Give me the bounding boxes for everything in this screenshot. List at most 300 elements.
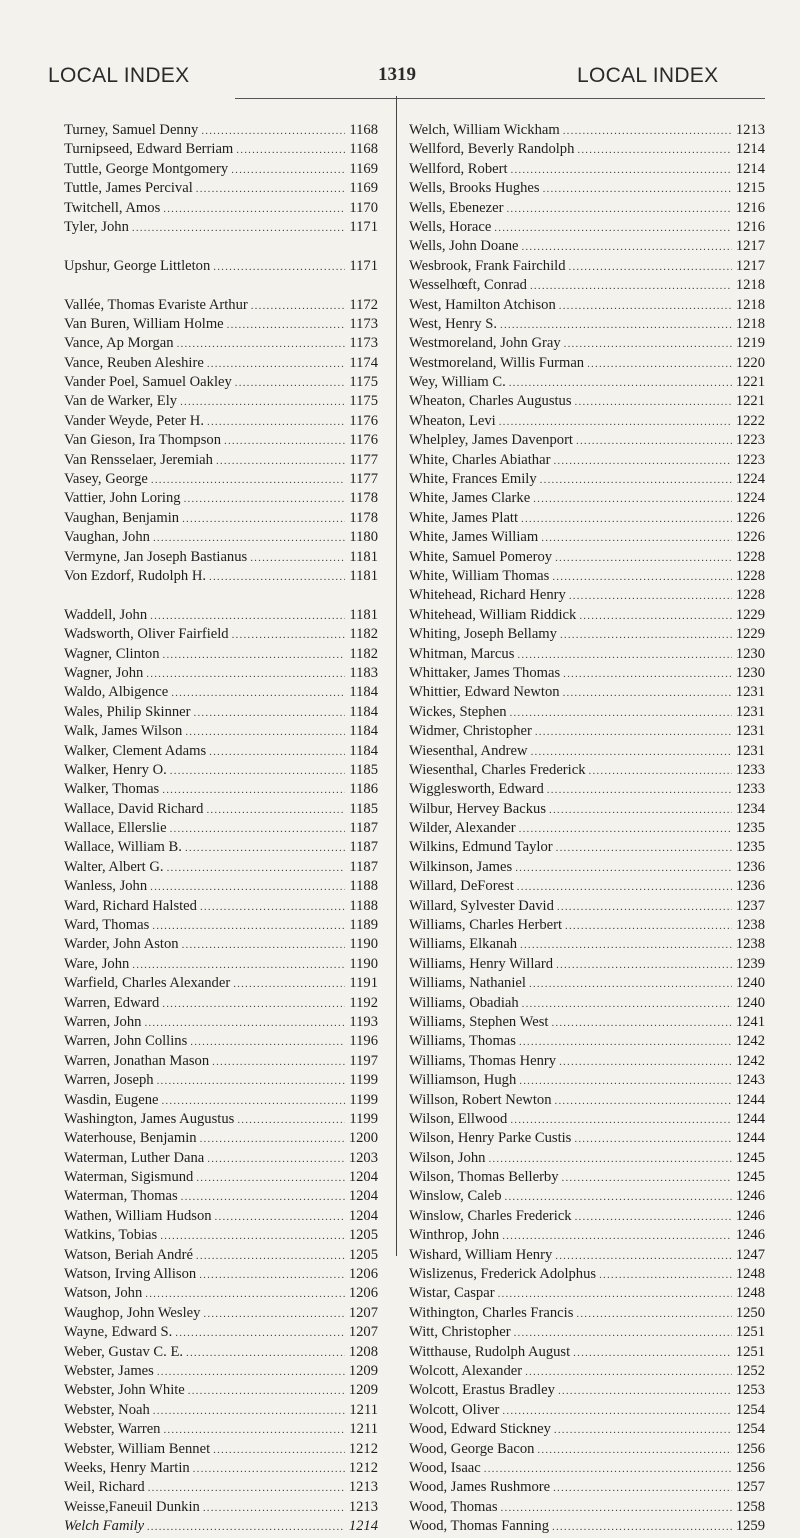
entry-page-number: 1247 [735,1246,765,1263]
entry-name: Wilson, Ellwood [409,1110,508,1127]
dot-leader [181,1188,345,1207]
entry-name: Whitehead, Richard Henry [409,587,566,604]
index-entry [409,1440,765,1459]
entry-name: Wallace, Ellerslie [64,820,167,837]
index-entry [64,1187,378,1206]
dot-leader [547,781,732,800]
entry-page-number: 1239 [735,955,765,972]
entry-page-number: 1244 [735,1130,765,1147]
index-entry [64,897,378,916]
index-entry [64,858,378,877]
index-entry [409,412,765,431]
entry-page-number: 1185 [349,761,378,778]
dot-leader [203,1499,345,1518]
index-entry [409,664,765,683]
entry-page-number: 1177 [349,471,378,488]
index-entry [64,1362,378,1381]
index-entry [64,373,378,392]
entry-name: Williams, Charles Herbert [409,917,563,934]
entry-page-number: 1193 [349,1013,378,1030]
index-entry [64,935,378,954]
entry-page-number: 1245 [735,1169,765,1186]
index-entry [409,800,765,819]
entry-name: Wheaton, Levi [409,412,496,429]
dot-leader [237,1111,345,1130]
entry-name: Whiting, Joseph Bellamy [409,626,557,643]
entry-name: Wey, William C. [409,374,506,391]
entry-name: Vallée, Thomas Evariste Arthur [64,296,248,313]
entry-page-number: 1228 [735,567,765,584]
dot-leader [163,1421,345,1440]
entry-page-number: 1183 [349,664,378,681]
index-entry [64,354,378,373]
entry-name: Ware, John [64,955,130,972]
entry-page-number: 1204 [348,1188,378,1205]
dot-leader [185,839,345,858]
entry-page-number: 1250 [735,1304,765,1321]
entry-name: Wallace, David Richard [64,800,204,817]
index-entry [409,1323,765,1342]
index-entry [64,1091,378,1110]
entry-page-number: 1216 [735,218,765,235]
entry-name: White, James William [409,529,539,546]
entry-name: Witt, Christopher [409,1324,511,1341]
dot-leader [144,1014,345,1033]
entry-name: Wood, Isaac [409,1459,481,1476]
entry-name: Wood, Thomas Fanning [409,1518,550,1535]
dot-leader [576,432,732,451]
dot-leader [207,413,345,432]
entry-name: White, Samuel Pomeroy [409,548,553,565]
entry-page-number: 1208 [348,1343,378,1360]
dot-leader [182,510,345,529]
entry-name: Wagner, Clinton [64,645,160,662]
entry-name: Warren, Jonathan Mason [64,1052,210,1069]
entry-name: Wolcott, Erastus Bradley [409,1382,555,1399]
index-entry [64,1149,378,1168]
entry-name: Wayne, Edward S. [64,1324,173,1341]
entry-name: Williams, Obadiah [409,994,519,1011]
entry-page-number: 1222 [735,412,765,429]
entry-name: White, William Thomas [409,567,550,584]
index-entry [64,761,378,780]
entry-name: Tuttle, James Percival [64,180,193,197]
dot-leader [519,1072,732,1091]
entry-page-number: 1242 [735,1033,765,1050]
index-entry [64,1343,378,1362]
index-entry [64,1401,378,1420]
entry-name: Tuttle, George Montgomery [64,160,229,177]
entry-page-number: 1228 [735,587,765,604]
entry-name: Wiesenthal, Charles Frederick [409,761,586,778]
index-entry [409,528,765,547]
dot-leader [577,141,732,160]
dot-leader [235,374,345,393]
entry-name: Wales, Philip Skinner [64,703,191,720]
dot-leader [213,1441,345,1460]
entry-page-number: 1212 [348,1440,378,1457]
entry-page-number: 1235 [735,820,765,837]
entry-page-number: 1223 [735,432,765,449]
entry-name: Webster, William Bennet [64,1440,211,1457]
dot-leader [514,1324,732,1343]
entry-name: Welch, William Wickham [409,122,560,138]
entry-name: Whitehead, William Riddick [409,606,577,623]
dot-leader [509,374,732,393]
entry-page-number: 1246 [735,1188,765,1205]
index-entry [409,625,765,644]
entry-page-number: 1188 [349,897,378,914]
entry-name: Wilkins, Edmund Taylor [409,839,553,856]
index-entry [64,1129,378,1148]
entry-name: White, James Clarke [409,490,531,507]
dot-leader [553,452,732,471]
entry-name: Washington, James Augustus [64,1110,235,1127]
entry-name: Walker, Thomas [64,781,160,798]
section-gap [64,237,378,256]
index-entry [64,1381,378,1400]
entry-name: Wishard, William Henry [409,1246,553,1263]
entry-name: Wesselhœft, Conrad [409,277,527,294]
entry-page-number: 1238 [735,936,765,953]
entry-name: Warren, Edward [64,994,160,1011]
entry-page-number: 1216 [735,199,765,216]
index-entry [64,431,378,450]
entry-page-number: 1177 [349,451,378,468]
entry-page-number: 1197 [349,1052,378,1069]
index-entry [409,897,765,916]
index-entry [64,916,378,935]
entry-name: Van Rensselaer, Jeremiah [64,451,213,468]
entry-page-number: 1187 [349,839,378,856]
entry-page-number: 1199 [349,1091,378,1108]
entry-name: Waddell, John [64,606,148,623]
index-entry [409,1304,765,1323]
dot-leader [145,1285,345,1304]
dot-leader [203,1305,345,1324]
dot-leader [575,1208,732,1227]
index-entry [64,160,378,179]
dot-leader [519,820,732,839]
entry-name: Willson, Robert Newton [409,1091,552,1108]
entry-page-number: 1213 [348,1479,378,1496]
entry-page-number: 1233 [735,781,765,798]
index-entry [409,877,765,896]
dot-leader [163,646,345,665]
index-entry [409,237,765,256]
entry-page-number: 1258 [735,1498,765,1515]
index-column-right [409,121,765,1537]
entry-page-number: 1169 [349,160,378,177]
index-entry [409,838,765,857]
entry-name: Wickes, Stephen [409,703,507,720]
dot-leader [186,1344,345,1363]
entry-name: Wistar, Caspar [409,1285,495,1302]
entry-name: Withington, Charles Francis [409,1304,574,1321]
dot-leader [498,1285,732,1304]
running-header-left: LOCAL INDEX [48,64,190,87]
dot-leader [196,1247,345,1266]
entry-name: Turney, Samuel Denny [64,122,199,138]
entry-page-number: 1221 [735,374,765,391]
entry-name: Wood, George Bacon [409,1440,535,1457]
index-entry [409,935,765,954]
dot-leader [175,1324,345,1343]
dot-leader [152,917,345,936]
index-entry [409,1071,765,1090]
index-entry [64,994,378,1013]
entry-name: Wiesenthal, Andrew [409,742,528,759]
index-entry [64,1110,378,1129]
entry-page-number: 1189 [349,917,378,934]
dot-leader [157,1072,345,1091]
entry-page-number: 1211 [349,1421,378,1438]
entry-name: Williams, Henry Willard [409,955,554,972]
entry-name: Vance, Reuben Aleshire [64,354,204,371]
dot-leader [213,258,345,277]
index-entry [409,489,765,508]
index-entry [409,1226,765,1245]
index-entry [409,1110,765,1129]
dot-leader [587,355,732,374]
entry-page-number: 1236 [735,858,765,875]
index-entry [409,742,765,761]
entry-page-number: 1235 [735,839,765,856]
dot-leader [562,1169,732,1188]
dot-leader [146,665,345,684]
index-entry [64,1013,378,1032]
dot-leader [551,1014,732,1033]
dot-leader [511,161,732,180]
dot-leader [556,956,732,975]
dot-leader [194,704,345,723]
entry-page-number: 1182 [349,626,378,643]
entry-page-number: 1173 [349,335,378,352]
entry-name: Williams, Stephen West [409,1013,549,1030]
dot-leader [557,898,732,917]
entry-page-number: 1171 [349,218,378,235]
dot-leader [543,180,732,199]
index-entry [64,1052,378,1071]
dot-leader [160,1227,345,1246]
entry-page-number: 1234 [735,800,765,817]
dot-leader [163,200,345,219]
entry-name: Walker, Henry O. [64,761,167,778]
dot-leader [170,820,345,839]
entry-name: White, James Platt [409,509,519,526]
dot-leader [150,607,345,626]
dot-leader [552,568,732,587]
entry-page-number: 1215 [735,180,765,197]
entry-page-number: 1204 [348,1169,378,1186]
entry-page-number: 1217 [735,238,765,255]
entry-name: Whittaker, James Thomas [409,664,561,681]
index-entry [64,218,378,237]
entry-name: Wadsworth, Oliver Fairfield [64,626,229,643]
entry-page-number: 1214 [348,1518,378,1535]
entry-name: Wellford, Robert [409,160,508,177]
dot-leader [579,607,732,626]
entry-page-number: 1220 [735,354,765,371]
entry-page-number: 1251 [735,1324,765,1341]
dot-leader [161,1092,345,1111]
index-entry [409,1168,765,1187]
index-entry [64,1517,378,1536]
entry-name: Whelpley, James Davenport [409,432,573,449]
index-entry [409,1091,765,1110]
entry-page-number: 1192 [349,994,378,1011]
index-entry [64,780,378,799]
entry-name: Vaughan, Benjamin [64,509,180,526]
entry-page-number: 1236 [735,878,765,895]
entry-name: Vermyne, Jan Joseph Bastianus [64,548,248,565]
entry-page-number: 1169 [349,180,378,197]
index-entry [409,315,765,334]
index-entry [409,1207,765,1226]
dot-leader [563,684,732,703]
entry-page-number: 1203 [348,1149,378,1166]
index-entry [409,1187,765,1206]
index-entry [409,1052,765,1071]
dot-leader [190,1033,345,1052]
entry-name: Watson, John [64,1285,143,1302]
entry-name: Wells, Ebenezer [409,199,504,216]
dot-leader [150,878,345,897]
entry-name: Wathen, William Hudson [64,1207,212,1224]
entry-name: Wasdin, Eugene [64,1091,159,1108]
index-entry [64,877,378,896]
dot-leader [555,549,732,568]
dot-leader [574,1130,732,1149]
index-entry [64,1226,378,1245]
entry-page-number: 1200 [348,1130,378,1147]
index-entry [64,1032,378,1051]
entry-name: Witthause, Rudolph August [409,1343,571,1360]
entry-page-number: 1182 [349,645,378,662]
entry-name: Wilkinson, James [409,858,513,875]
dot-leader [236,141,345,160]
index-entry [64,800,378,819]
entry-page-number: 1178 [349,509,378,526]
entry-name: Von Ezdorf, Rudolph H. [64,567,207,584]
entry-name: Watkins, Tobias [64,1227,158,1244]
entry-name: Wanless, John [64,878,148,895]
dot-leader [559,297,732,316]
dot-leader [519,1033,732,1052]
index-entry [409,994,765,1013]
entry-page-number: 1184 [349,684,378,701]
entry-page-number: 1244 [735,1091,765,1108]
index-entry [64,645,378,664]
index-entry [64,625,378,644]
index-entry [409,916,765,935]
entry-page-number: 1168 [349,141,378,158]
dot-leader [535,723,732,742]
index-entry [64,1246,378,1265]
index-entry [64,1071,378,1090]
dot-leader [569,258,733,277]
entry-name: Wislizenus, Frederick Adolphus [409,1266,597,1283]
entry-name: Webster, Warren [64,1421,161,1438]
entry-page-number: 1205 [348,1246,378,1263]
entry-page-number: 1228 [735,548,765,565]
index-entry [409,218,765,237]
dot-leader [556,839,732,858]
dot-leader [132,956,345,975]
entry-page-number: 1173 [349,315,378,332]
index-entry [409,780,765,799]
entry-name: Westmoreland, Willis Furman [409,354,585,371]
entry-name: Warren, John [64,1013,142,1030]
index-entry [409,722,765,741]
running-header-right: LOCAL INDEX [577,64,719,87]
entry-page-number: 1174 [349,354,378,371]
index-entry [64,1304,378,1323]
entry-page-number: 1218 [735,277,765,294]
header-rule [235,98,765,99]
entry-page-number: 1181 [349,567,378,584]
dot-leader [251,297,345,316]
dot-leader [555,1247,732,1266]
entry-page-number: 1190 [349,936,378,953]
entry-page-number: 1252 [735,1363,765,1379]
entry-page-number: 1187 [349,858,378,875]
dot-leader [177,335,345,354]
entry-name: Walk, James Wilson [64,723,183,740]
entry-name: Winslow, Charles Frederick [409,1207,572,1224]
index-entry [409,1498,765,1517]
entry-name: Willard, Sylvester David [409,897,554,914]
entry-page-number: 1229 [735,626,765,643]
entry-name: Weeks, Henry Martin [64,1459,190,1476]
entry-name: Waterman, Thomas [64,1188,178,1205]
dot-leader [564,335,732,354]
entry-page-number: 1212 [348,1459,378,1476]
dot-leader [576,1305,732,1324]
entry-name: Wilbur, Hervey Backus [409,800,547,817]
entry-page-number: 1218 [735,296,765,313]
index-entry [409,1032,765,1051]
entry-page-number: 1176 [349,432,378,449]
index-entry [64,334,378,353]
entry-name: Wolcott, Oliver [409,1401,500,1418]
entry-page-number: 1213 [348,1498,378,1515]
index-entry [409,257,765,276]
entry-name: Weil, Richard [64,1479,145,1496]
entry-name: Welch Family [64,1518,145,1535]
page-number: 1319 [378,64,416,85]
dot-leader [531,743,732,762]
dot-leader [188,1382,345,1401]
entry-name: Tyler, John [64,218,129,235]
entry-page-number: 1259 [735,1518,765,1535]
entry-page-number: 1244 [735,1110,765,1127]
entry-name: Waterman, Luther Dana [64,1149,205,1166]
entry-page-number: 1256 [735,1440,765,1457]
dot-leader [560,626,732,645]
entry-page-number: 1238 [735,917,765,934]
entry-name: Willard, DeForest [409,878,514,895]
entry-name: Warder, John Aston [64,936,179,953]
entry-page-number: 1199 [349,1072,378,1089]
dot-leader [529,975,732,994]
dot-leader [232,626,345,645]
entry-name: Ward, Thomas [64,917,150,934]
entry-name: Wood, Edward Stickney [409,1421,551,1438]
dot-leader [520,936,732,955]
index-entry [64,742,378,761]
entry-name: Walker, Clement Adams [64,742,207,759]
